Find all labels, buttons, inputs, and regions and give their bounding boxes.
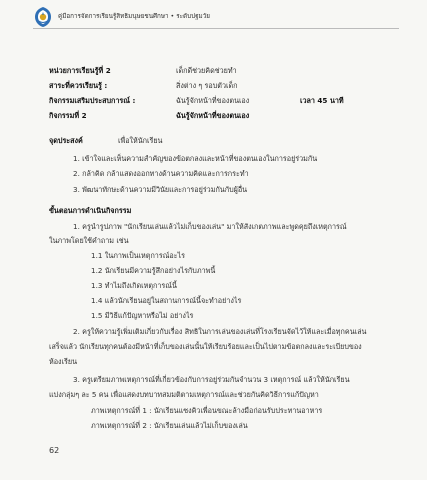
question-item: 1.2 นักเรียนมีความรู้สึกอย่างไรกับภาพนี้ [91, 266, 216, 275]
activity-number-label: กิจกรรมที่ 2 [49, 111, 87, 120]
objectives-heading: จุดประสงค์ [49, 136, 83, 145]
activity-label: กิจกรรมเสริมประสบการณ์ : [49, 96, 136, 105]
scenario-item: ภาพเหตุการณ์ที่ 2 : นักเรียนเล่นแล้วไม่เก็บของเล่น [91, 421, 248, 430]
time-label: เวลา 45 นาที [300, 96, 344, 105]
activity-number-value: ฉันรู้จักหน้าที่ของตนเอง [176, 111, 250, 120]
step3-line: แบ่งกลุ่มๆ ละ 5 คน เพื่อแสดงบทบาทสมมติตามเหตุการณ์และช่วยกันคิดวิธีการแก้ปัญหา [49, 390, 319, 399]
page-number: 62 [49, 446, 60, 455]
steps-heading: ขั้นตอนการดำเนินกิจกรรม [49, 206, 132, 215]
step2-line: เสร็จแล้ว นักเรียนทุกคนต้องมีหน้าที่เก็บของเล่นนั้นให้เรียบร้อยและเป็นไปตามข้อตกลงและระเบียบของ [49, 342, 362, 351]
activity-value: ฉันรู้จักหน้าที่ของตนเอง [176, 96, 250, 105]
step3-line: 3. ครูเตรียมภาพเหตุการณ์ที่เกี่ยวข้องกับการอยู่ร่วมกันจำนวน 3 เหตุการณ์ แล้วให้นักเรียน [73, 375, 350, 384]
page-header [0, 0, 427, 42]
question-item: 1.1 ในภาพเป็นเหตุการณ์อะไร [91, 251, 186, 260]
topic-label: สาระที่ควรเรียนรู้ : [49, 81, 108, 90]
question-item: 1.5 มีวิธีแก้ปัญหาหรือไม่ อย่างไร [91, 311, 194, 320]
step2-line: 2. ครูให้ความรู้เพิ่มเติมเกี่ยวกับเรื่อง สิทธิในการเล่นของเล่นที่โรงเรียนจัดไว้ให้และเมื่อทุกคนเล่น [73, 327, 367, 336]
objective-item: 2. กล้าคิด กล้าแสดงออกทางด้านความคิดและการกระทำ [73, 169, 249, 178]
header-divider [33, 28, 399, 29]
institution-logo-icon [33, 6, 53, 28]
scenario-item: ภาพเหตุการณ์ที่ 1 : นักเรียนแซงคิวเพื่อนขณะล้างมือก่อนรับประทานอาหาร [91, 406, 323, 415]
step2-line: ห้องเรียน [49, 357, 78, 366]
step1-line: 1. ครูนำรูปภาพ "นักเรียนเล่นแล้วไม่เก็บของเล่น" มาให้สังเกตภาพและพูดคุยถึงเหตุการณ์ [73, 222, 347, 231]
objective-item: 3. พัฒนาทักษะด้านความมีวินัยและการอยู่ร่วมกันกับผู้อื่น [73, 185, 248, 194]
question-item: 1.3 ทำไมถึงเกิดเหตุการณ์นี้ [91, 281, 177, 290]
objectives-intro: เพื่อให้นักเรียน [118, 136, 163, 145]
topic-value: สิ่งต่าง ๆ รอบตัวเด็ก [176, 81, 238, 90]
question-item: 1.4 แล้วนักเรียนอยู่ในสถานการณ์นี้จะทำอย่างไร [91, 296, 242, 305]
step1-line: ในภาพโดยใช้คำถาม เช่น [49, 236, 129, 245]
header-title: คู่มือการจัดการเรียนรู้สิทธิมนุษยชนศึกษา • ระดับปฐมวัย [58, 13, 210, 20]
objective-item: 1. เข้าใจและเห็นความสำคัญของข้อตกลงและหน้าที่ของตนเองในการอยู่ร่วมกัน [73, 154, 318, 163]
unit-label: หน่วยการเรียนรู้ที่ 2 [49, 66, 111, 75]
unit-value: เด็กดีช่วยคิดช่วยทำ [176, 66, 237, 75]
